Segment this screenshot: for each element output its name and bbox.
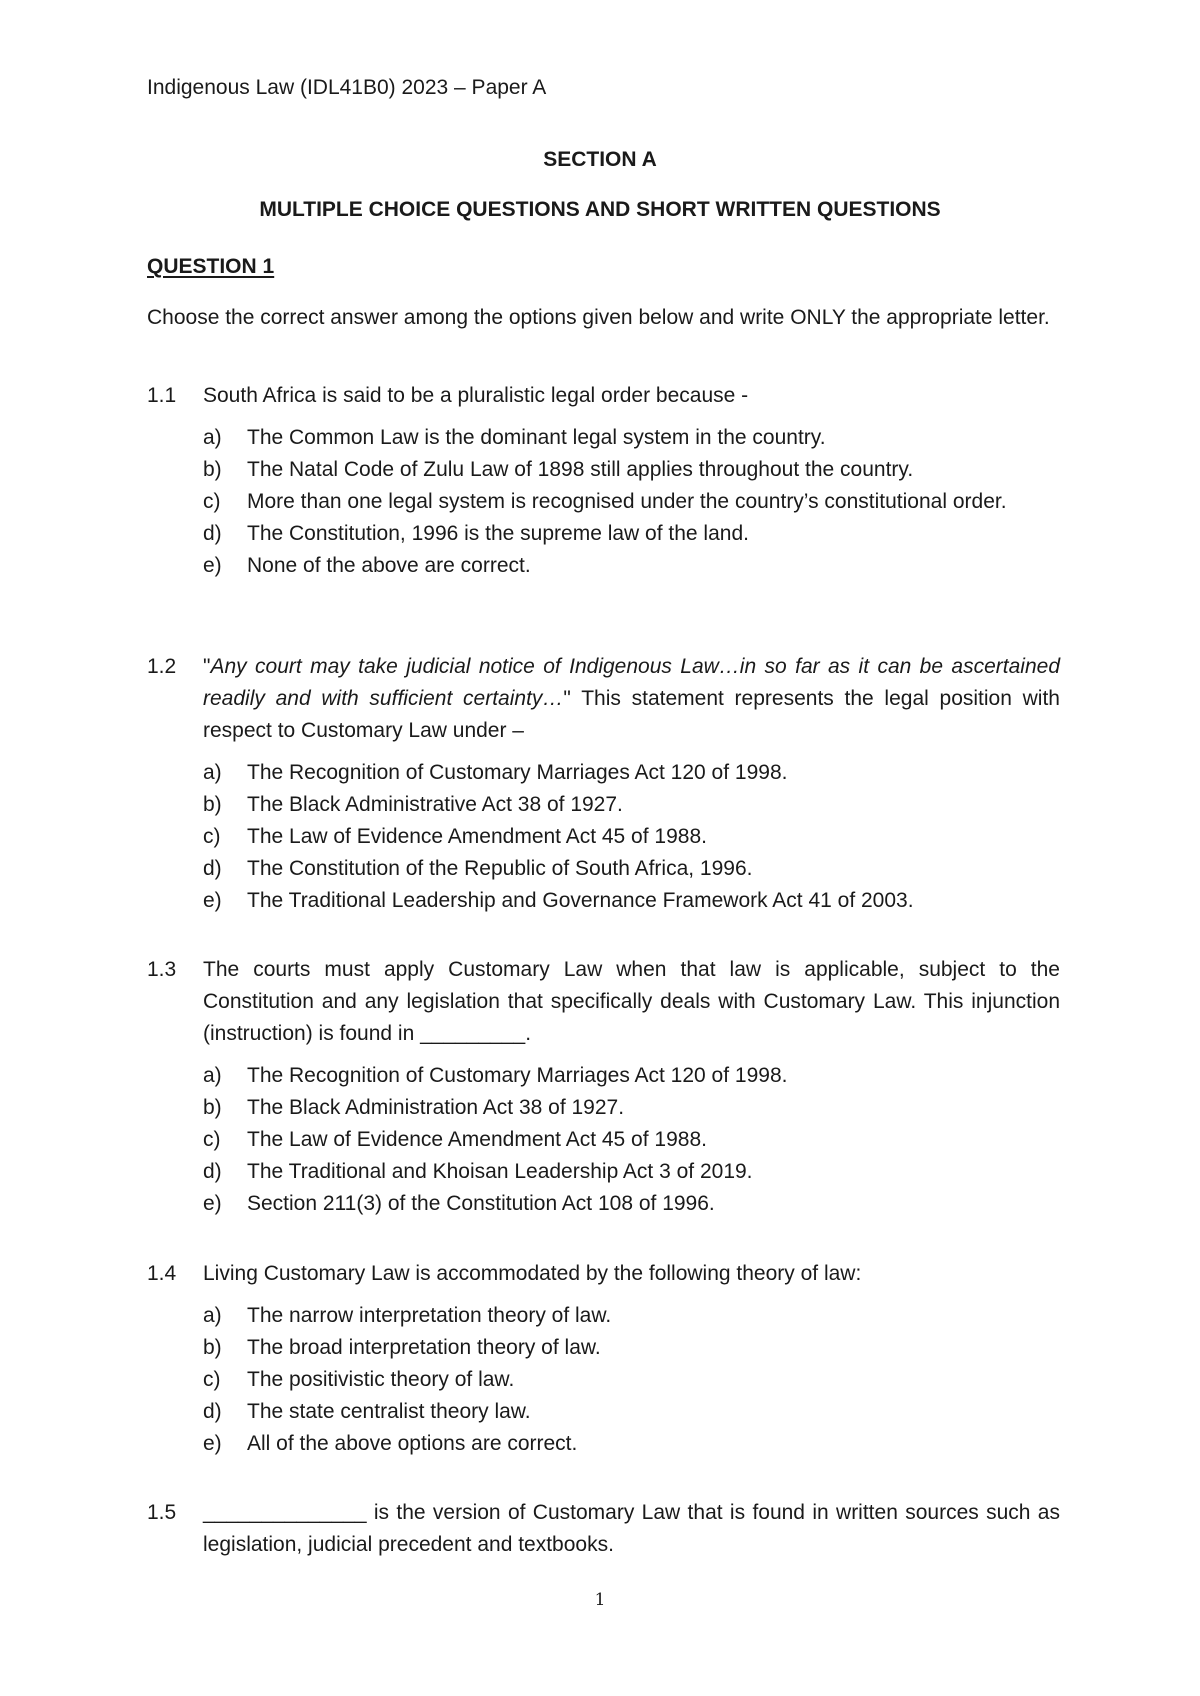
- option-letter: b): [203, 1336, 222, 1359]
- question-stem: [147, 1258, 1060, 1290]
- option-b: [203, 1332, 1060, 1364]
- option-letter: e): [203, 1192, 222, 1215]
- option-e: [203, 885, 1060, 917]
- option-text: The Constitution of the Republic of South Africa, 1996.: [247, 857, 753, 880]
- option-letter: c): [203, 1368, 221, 1391]
- option-letter: e): [203, 1432, 222, 1455]
- option-letter: b): [203, 1096, 222, 1119]
- option-letter: d): [203, 1160, 222, 1183]
- option-b: [203, 454, 1060, 486]
- option-text: The state centralist theory law.: [247, 1400, 531, 1423]
- options-list: [203, 1060, 1060, 1220]
- option-e: [203, 550, 1060, 582]
- option-a: [203, 1060, 1060, 1092]
- option-a: [203, 757, 1060, 789]
- question-1-4: [147, 1258, 1060, 1460]
- option-text: The Common Law is the dominant legal system in the country.: [247, 426, 826, 449]
- option-text: None of the above are correct.: [247, 554, 531, 577]
- option-text: The Recognition of Customary Marriages Act 120 of 1998.: [247, 1064, 788, 1087]
- option-d: [203, 1156, 1060, 1188]
- question-number: 1.5: [147, 1501, 177, 1524]
- option-e: [203, 1188, 1060, 1220]
- option-text: The broad interpretation theory of law.: [247, 1336, 601, 1359]
- option-c: [203, 821, 1060, 853]
- question-heading: QUESTION 1: [147, 255, 275, 278]
- question-stem: [147, 954, 1060, 1050]
- option-d: [203, 518, 1060, 550]
- instruction-text: Choose the correct answer among the options given below and write ONLY the appropriate letter.: [147, 306, 1050, 329]
- option-c: [203, 486, 1060, 518]
- option-letter: b): [203, 458, 222, 481]
- question-text: South Africa is said to be a pluralistic legal order because -: [203, 384, 749, 407]
- option-e: [203, 1428, 1060, 1460]
- option-text: The Natal Code of Zulu Law of 1898 still applies throughout the country.: [247, 458, 914, 481]
- option-a: [203, 422, 1060, 454]
- option-d: [203, 1396, 1060, 1428]
- question-number: 1.2: [147, 655, 177, 678]
- option-text: The narrow interpretation theory of law.: [247, 1304, 612, 1327]
- option-c: [203, 1364, 1060, 1396]
- option-letter: a): [203, 426, 222, 449]
- question-stem: [147, 380, 1060, 412]
- option-letter: a): [203, 1304, 222, 1327]
- option-text: The Black Administrative Act 38 of 1927.: [247, 793, 623, 816]
- option-text: The Traditional and Khoisan Leadership Act 3 of 2019.: [247, 1160, 753, 1183]
- question-text: Living Customary Law is accommodated by the following theory of law:: [203, 1262, 862, 1285]
- option-text: The positivistic theory of law.: [247, 1368, 515, 1391]
- question-1-3: [147, 954, 1060, 1220]
- option-letter: e): [203, 554, 222, 577]
- question-text: [203, 651, 1060, 747]
- option-text: Section 211(3) of the Constitution Act 108 of 1996.: [247, 1192, 715, 1215]
- options-list: [203, 422, 1060, 582]
- option-letter: c): [203, 490, 221, 513]
- option-d: [203, 853, 1060, 885]
- quote-open: ": [203, 655, 211, 678]
- option-text: More than one legal system is recognised under the country’s constitutional order.: [247, 490, 1007, 513]
- question-number: 1.3: [147, 958, 177, 981]
- options-list: [203, 1300, 1060, 1460]
- question-stem: [147, 1497, 1060, 1561]
- option-letter: d): [203, 1400, 222, 1423]
- option-letter: b): [203, 793, 222, 816]
- option-a: [203, 1300, 1060, 1332]
- option-b: [203, 1092, 1060, 1124]
- option-letter: d): [203, 522, 222, 545]
- question-1-5: [147, 1497, 1060, 1561]
- option-letter: e): [203, 889, 222, 912]
- option-letter: c): [203, 825, 221, 848]
- option-letter: d): [203, 857, 222, 880]
- question-number: 1.1: [147, 384, 177, 407]
- option-b: [203, 789, 1060, 821]
- page-number: 1: [594, 1590, 606, 1610]
- question-number: 1.4: [147, 1262, 177, 1285]
- options-list: [203, 757, 1060, 917]
- question-text: The courts must apply Customary Law when that law is applicable, subject to the Constitution and any legislation that specifically deals with Customary Law. This injunction (instruction) is found in _________.: [203, 958, 1060, 1045]
- option-text: The Recognition of Customary Marriages Act 120 of 1998.: [247, 761, 788, 784]
- document-header: Indigenous Law (IDL41B0) 2023 – Paper A: [147, 76, 547, 99]
- quoted-statement: Any court may take judicial notice of Indigenous Law…in so far as it can be ascertained readily and with sufficient certainty…: [203, 655, 1060, 710]
- option-letter: c): [203, 1128, 221, 1151]
- option-letter: a): [203, 1064, 222, 1087]
- option-text: The Law of Evidence Amendment Act 45 of 1988.: [247, 825, 707, 848]
- option-text: The Traditional Leadership and Governance Framework Act 41 of 2003.: [247, 889, 914, 912]
- section-subtitle: MULTIPLE CHOICE QUESTIONS AND SHORT WRITTEN QUESTIONS: [259, 198, 941, 221]
- option-text: The Constitution, 1996 is the supreme law of the land.: [247, 522, 749, 545]
- question-1-1: [147, 380, 1060, 582]
- option-text: All of the above options are correct.: [247, 1432, 578, 1455]
- option-c: [203, 1124, 1060, 1156]
- option-text: The Law of Evidence Amendment Act 45 of 1988.: [247, 1128, 707, 1151]
- section-title: SECTION A: [543, 148, 657, 171]
- question-stem: [147, 651, 1060, 747]
- question-1-2: [147, 651, 1060, 917]
- question-text: ______________ is the version of Customary Law that is found in written sources such as legislation, judicial precedent and textbooks.: [203, 1501, 1060, 1556]
- quote-close: " This statement represents the legal position with respect to Customary Law under –: [203, 687, 1060, 742]
- option-text: The Black Administration Act 38 of 1927.: [247, 1096, 625, 1119]
- option-letter: a): [203, 761, 222, 784]
